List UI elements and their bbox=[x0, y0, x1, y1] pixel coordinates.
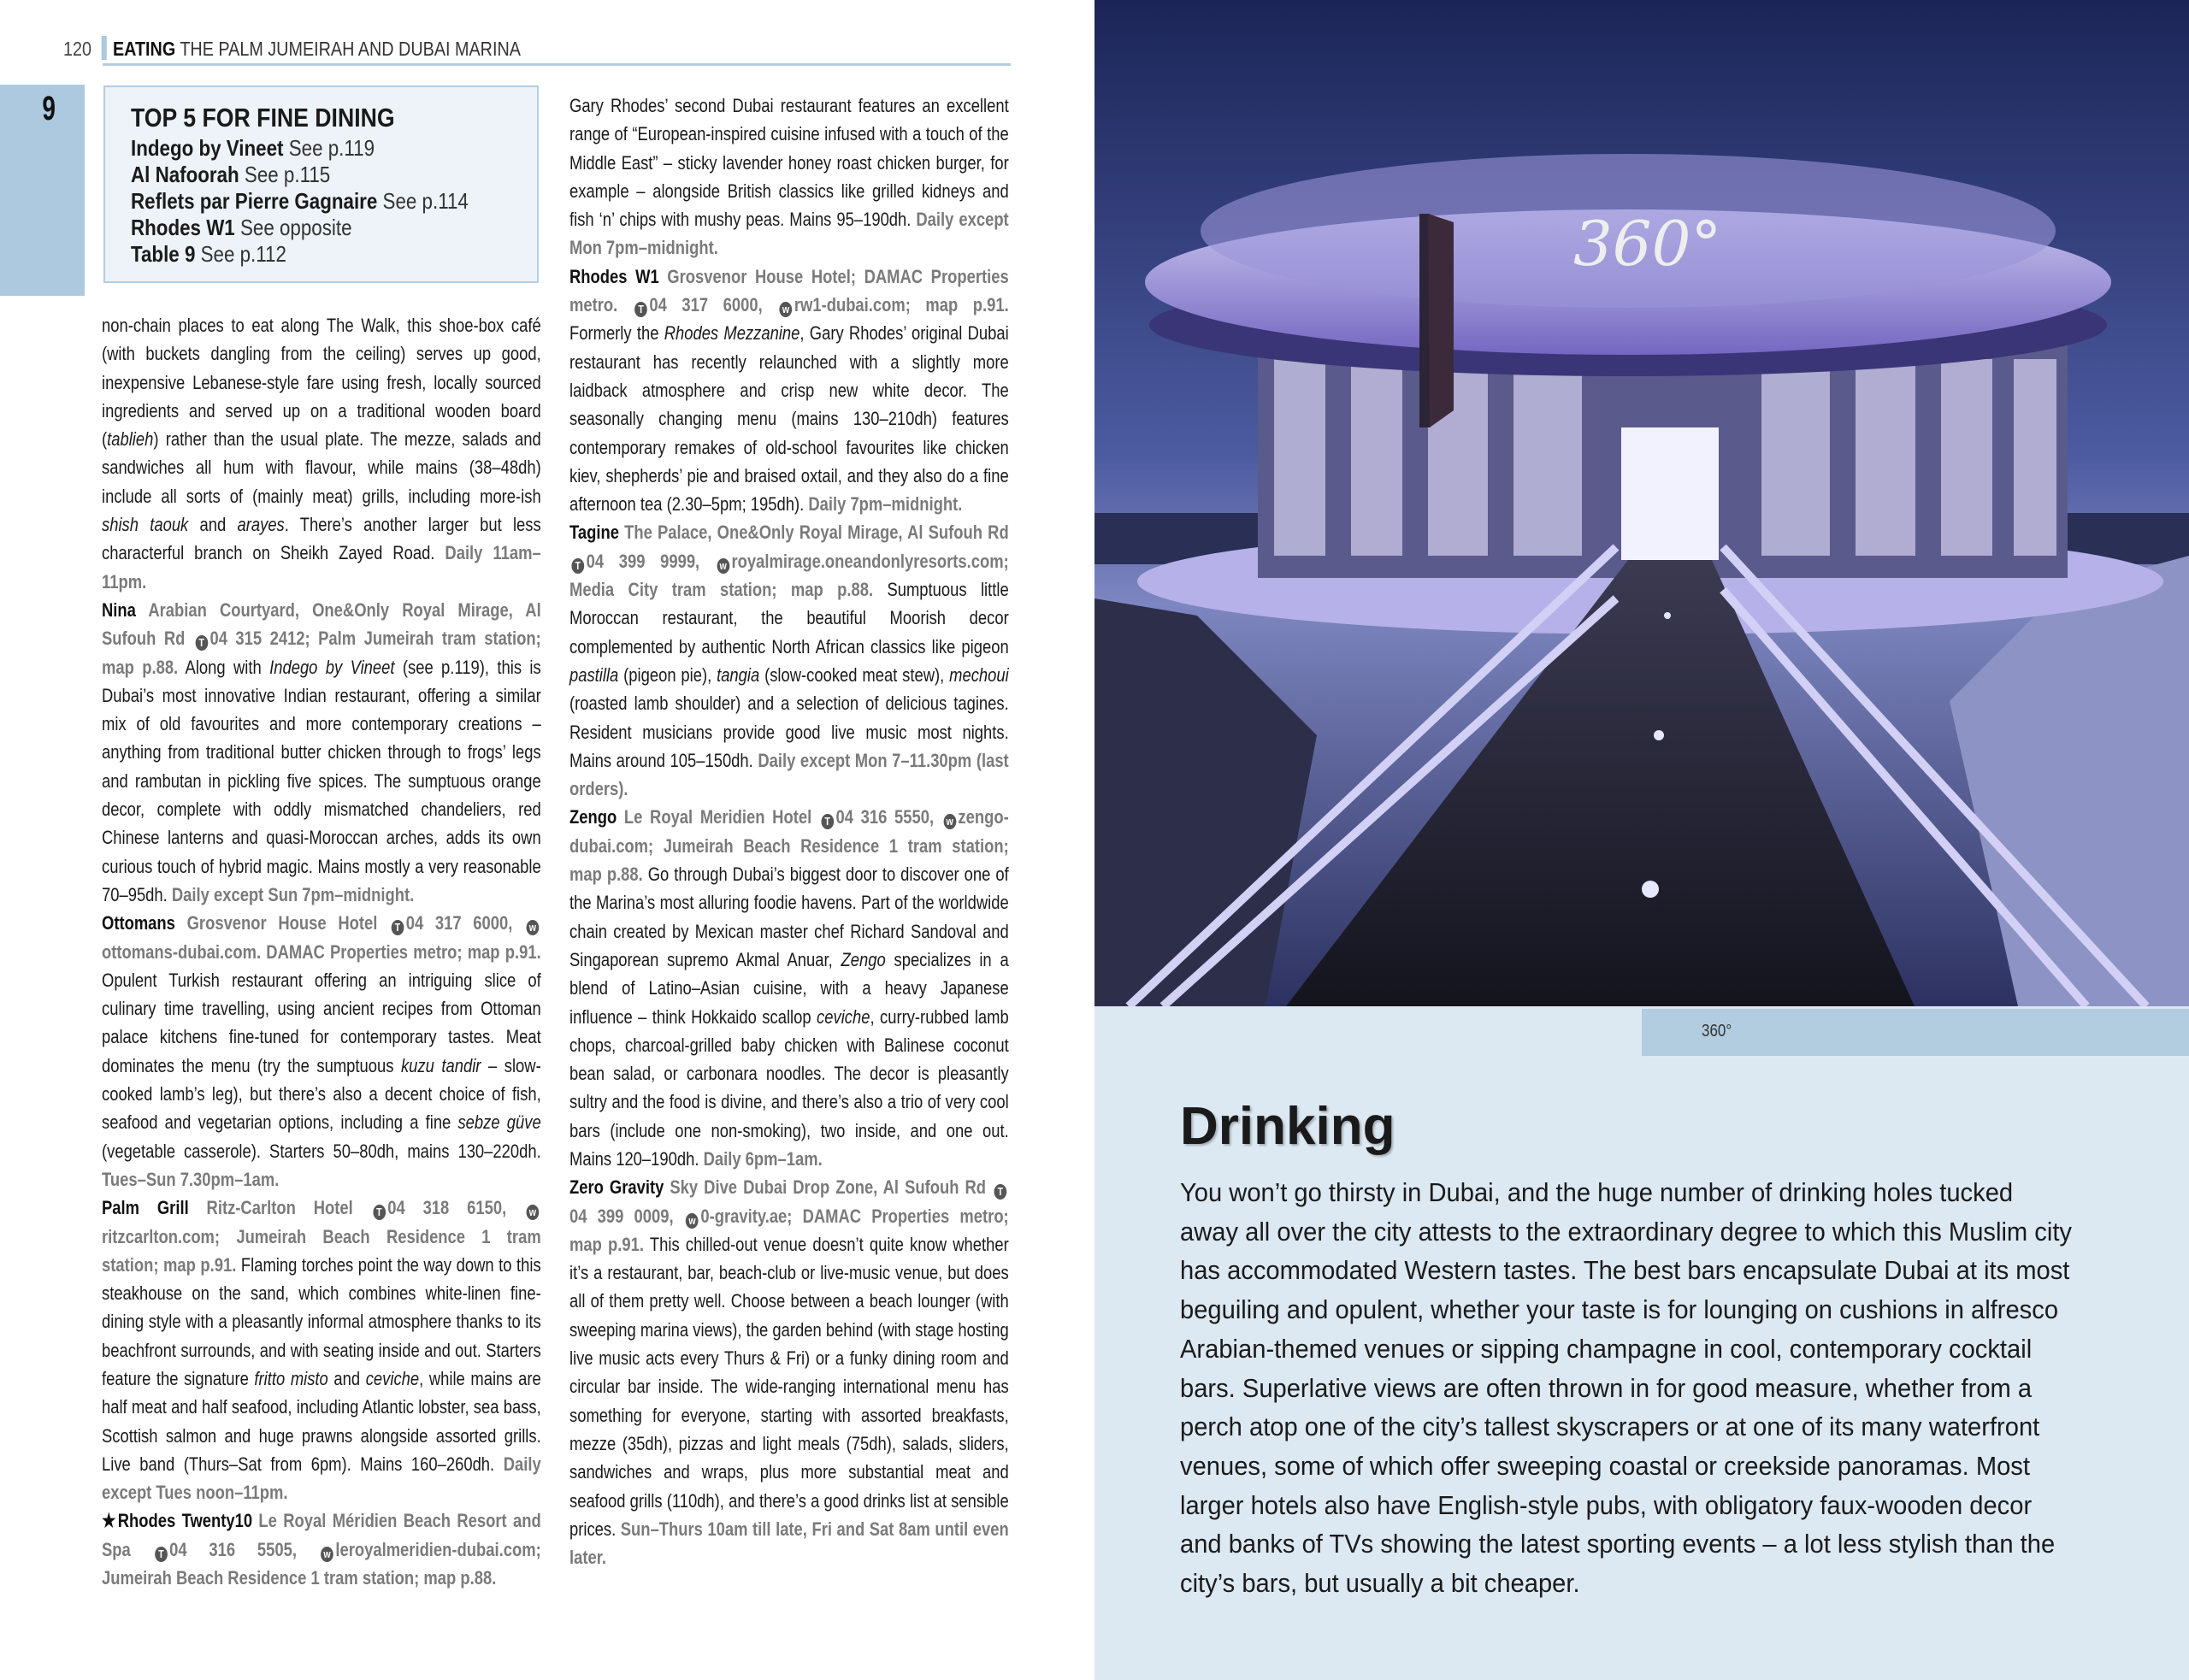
drinking-intro: You won’t go thirsty in Dubai, and the huge number of drinking holes tucked away all over the city attests to the extraordinary degree to which this Muslim city has accommodated Western tastes. The best bars encapsulate Dubai at its most beguiling and opulent, whether your taste is for lounging on cushions in alfresco Arabian-themed venues or sipping champagne in cool, contemporary cocktail bars. Superlative views are often thrown in for good measure, whether from a perch atop one of the city’s tallest skyscrapers or at one of its many waterfront venues, some of which offer sweeping coastal or creekside panoramas. Most larger hotels also have English-style pubs, with obligatory faux-wooden decor and banks of TVs showing the latest sporting events – a lot less stylish than the city’s bars, but usually a bit cheaper. bbox=[1180, 1177, 2073, 1599]
listing-paragraph bbox=[102, 909, 541, 1194]
chapter-number: 9 bbox=[42, 90, 56, 127]
body-text: (see p.119), this is Dubai’s most innovative Indian restaurant, offering a similar mix of old favourites and more contemporary creations – anything from traditional butter chicken through to frogs’ legs and rambutan in pickling five spices. The sumptuous orange decor, complete with oddly mismatched chandeliers, red Chinese lanterns and quasi-Moroccan arches, adds its own curious touch of hybrid magic. Mains mostly a very reasonable 70–95dh. bbox=[102, 656, 541, 905]
italic-term: ceviche bbox=[365, 1367, 420, 1389]
venue-info: 04 399 0009, bbox=[569, 1205, 684, 1227]
top5-item-ref: See p.115 bbox=[244, 162, 331, 187]
top5-item-name: Al Nafoorah bbox=[131, 162, 239, 187]
body-text: (slow-cooked meat stew), bbox=[759, 663, 950, 686]
italic-term: Indego by Vineet bbox=[269, 656, 395, 678]
section-subtitle: THE PALM JUMEIRAH AND DUBAI MARINA bbox=[180, 38, 521, 60]
page-number: 120 bbox=[63, 38, 92, 60]
body-text: (pigeon pie), bbox=[618, 663, 717, 686]
venue-info: 04 318 6150, bbox=[387, 1197, 525, 1219]
italic-term: Zengo bbox=[841, 948, 886, 970]
website-icon bbox=[321, 1547, 333, 1562]
venue-info: Sky Dive Dubai Drop Zone, Al Sufouh Rd bbox=[664, 1176, 993, 1199]
phone-icon bbox=[373, 1205, 386, 1220]
text-column-2 bbox=[569, 91, 1009, 1571]
venue-sign: 360° bbox=[1573, 208, 1722, 280]
body-text: and bbox=[188, 514, 238, 536]
italic-term: ceviche bbox=[817, 1005, 870, 1028]
venue-name: Zero Gravity bbox=[569, 1176, 664, 1199]
venue-name: Palm Grill bbox=[102, 1197, 189, 1219]
italic-term: kuzu tandir bbox=[400, 1054, 481, 1076]
venue-info: rw1-dubai.com; map p.91. bbox=[794, 294, 1009, 316]
top5-item-ref: See p.119 bbox=[288, 135, 375, 161]
venue-info: Daily 6pm–1am. bbox=[703, 1147, 823, 1170]
listing-paragraph bbox=[569, 1173, 1009, 1571]
phone-icon bbox=[155, 1547, 168, 1562]
section-label: EATING bbox=[112, 38, 176, 60]
top5-item bbox=[131, 135, 469, 162]
flag bbox=[1428, 214, 1454, 427]
top5-item-name: Rhodes W1 bbox=[131, 215, 235, 240]
italic-term: mechoui bbox=[949, 663, 1009, 686]
venue-info: Grosvenor House Hotel; DAMAC Properties metro. bbox=[569, 265, 1009, 316]
listing-paragraph bbox=[569, 518, 1009, 803]
phone-icon bbox=[634, 302, 647, 317]
listing-paragraph bbox=[102, 596, 541, 909]
venue-info: 0-gravity.ae; DAMAC Properties metro; map p.91. bbox=[569, 1205, 1009, 1255]
website-icon bbox=[717, 558, 729, 574]
body-text: Sumptuous little Moroccan restaurant, the beautiful Moorish decor complemented by authentic North African classics like pigeon bbox=[569, 579, 1009, 657]
top5-item-ref: See p.112 bbox=[200, 241, 286, 267]
body-text: ) rather than the usual plate. The mezze, salads and sandwiches all hum with flavour, while mains (38–48dh) include all sorts of (mainly meat) grills, including more-ish bbox=[102, 428, 541, 507]
venue-info: The Palace, One&Only Royal Mirage, Al Sufouh Rd bbox=[618, 522, 1009, 544]
venue-name: ★Rhodes Twenty10 bbox=[102, 1510, 253, 1532]
body-text: – slow-cooked lamb’s leg), but there’s also a decent choice of fish, seafood and vegetarian options, including a fine bbox=[102, 1054, 541, 1134]
venue-info: 04 315 2412; Palm Jumeirah tram station; map p.88. bbox=[102, 628, 541, 678]
website-icon bbox=[943, 814, 956, 829]
body-text: specializes in a blend of Latino–Asian cuisine, with a heavy Japanese influence – think Hokkaido scallop bbox=[569, 948, 1009, 1028]
venue-info: ritzcarlton.com; Jumeirah Beach Residence 1 tram station; map p.91. bbox=[102, 1225, 541, 1276]
text-column-1 bbox=[102, 311, 541, 1592]
venue-name: Zengo bbox=[569, 806, 617, 828]
venue-info: Daily 7pm–midnight. bbox=[808, 493, 963, 516]
listing-paragraph bbox=[102, 1506, 541, 1592]
running-head bbox=[63, 36, 521, 61]
venue-info: Daily except Tues noon–11pm. bbox=[102, 1453, 541, 1504]
left-page bbox=[0, 0, 1094, 1680]
listing-paragraph bbox=[569, 262, 1009, 519]
body-text: , curry-rubbed lamb chops, charcoal-grilled baby chicken with Balinese coconut bean salad, or carbonara noodles. The decor is pleasantly sultry and the food is divine, and there’s also a trio of very cool bars (include one non-smoking), two inside, and one out. Mains 120–190dh. bbox=[569, 1005, 1009, 1170]
venue-info: zengo-dubai.com; Jumeirah Beach Residence 1 tram station; map p.88. bbox=[569, 806, 1009, 886]
drinking-heading: Drinking bbox=[1180, 1097, 1395, 1156]
lit-door bbox=[1621, 427, 1719, 560]
venue-info: Le Royal Méridien Beach Resort and Spa bbox=[102, 1510, 541, 1560]
venue-info: leroyalmeridien-dubai.com; Jumeirah Beach Residence 1 tram station; map p.88. bbox=[102, 1538, 541, 1589]
body-text: This chilled-out venue doesn’t quite know whether it’s a restaurant, bar, beach-club or live-music venue, but does all of them pretty well. Choose between a beach lounger (with sweeping marina views), the garden behind (with stage hosting live music acts every Thurs & Fri) or a funky dining room and circular bar inside. The wide-ranging international menu has something for everyone, starting with assorted breakfasts, mezze (35dh), pizzas and light meals (75dh), salads, sliders, sandwiches and wraps, plus more substantial meat and seafood grills (110dh), and there’s a good drinks list at sensible prices. bbox=[569, 1233, 1009, 1540]
listing-paragraph bbox=[102, 1194, 541, 1506]
listing-paragraph bbox=[102, 311, 541, 596]
italic-term: tablieh bbox=[107, 428, 154, 451]
website-icon bbox=[527, 1205, 540, 1220]
venue-info: Grosvenor House Hotel bbox=[174, 912, 390, 934]
body-text: and bbox=[327, 1367, 366, 1389]
phone-icon bbox=[571, 558, 584, 574]
body-text: (roasted lamb shoulder) and a selection of delicious tagines. Resident musicians provide good live music most nights. Mains around 105–150dh. bbox=[569, 693, 1009, 771]
venue-info: 04 317 6000, bbox=[405, 912, 525, 934]
body-text: (vegetable casserole). Starters 50–80dh, mains 130–220dh. bbox=[102, 1140, 541, 1162]
body-text: Opulent Turkish restaurant offering an intriguing slice of culinary time travelling, using ancient recipes from Ottoman palace kitchens fine-tuned for contemporary tastes. Meat dominates the menu (try the sumptuous bbox=[102, 969, 541, 1076]
body-text: , Gary Rhodes’ original Dubai restaurant has recently relaunched with a slightly more laidback atmosphere and crisp new white decor. The seasonally changing menu (mains 130–210dh) features contemporary remakes of old-school favourites like chicken kiev, shepherds’ pie and braised oxtail, and they also do a fine afternoon tea (2.30–5pm; 195dh). bbox=[569, 322, 1009, 516]
phone-icon bbox=[994, 1184, 1007, 1200]
website-icon bbox=[780, 302, 793, 317]
venue-info: 04 316 5550, bbox=[835, 806, 941, 828]
listing-paragraph bbox=[569, 803, 1009, 1173]
venue-info: Daily except Sun 7pm–midnight. bbox=[171, 883, 415, 905]
top5-item-name: Reflets par Pierre Gagnaire bbox=[131, 188, 378, 214]
italic-term: arayes bbox=[237, 514, 285, 536]
photo-caption: 360° bbox=[1702, 1022, 1732, 1040]
listing-paragraph bbox=[569, 91, 1009, 262]
italic-term: Rhodes Mezzanine bbox=[664, 322, 800, 345]
top5-item-name: Indego by Vineet bbox=[131, 135, 284, 161]
top5-item bbox=[131, 188, 469, 215]
venue-name: Rhodes W1 bbox=[569, 265, 659, 287]
top5-item-ref: See p.114 bbox=[382, 188, 469, 214]
website-icon bbox=[686, 1213, 699, 1229]
website-icon bbox=[527, 920, 540, 935]
italic-term: pastilla bbox=[569, 663, 619, 686]
body-text: Go through Dubai’s biggest door to discover one of the Marina’s most alluring foodie havens. Part of the worldwide chain created by Mexican master chef Richard Sandoval and Singaporean supremo Akmal Anuar, bbox=[569, 864, 1009, 970]
venue-name: Tagine bbox=[569, 522, 619, 544]
italic-term: shish taouk bbox=[102, 514, 189, 536]
venue-name: Ottomans bbox=[102, 912, 175, 934]
venue-info: Sun–Thurs 10am till late, Fri and Sat 8am until even later. bbox=[569, 1518, 1009, 1569]
top5-item bbox=[131, 241, 469, 268]
body-text: Along with bbox=[178, 656, 270, 678]
header-bar bbox=[102, 36, 107, 60]
chapter-tab bbox=[0, 85, 85, 296]
venue-name: Nina bbox=[102, 598, 136, 621]
body-text: non-chain places to eat along The Walk, this shoe-box café (with buckets dangling from the ceiling) serves up good, inexpensive Lebanese-style fare using fresh, locally sourced ingredients and served up on a traditional wooden board ( bbox=[102, 315, 541, 451]
venue-info: Le Royal Meridien Hotel bbox=[617, 806, 819, 828]
phone-icon bbox=[821, 814, 834, 829]
venue-info: 04 317 6000, bbox=[649, 294, 778, 316]
body-text: . There’s another larger but less characterful branch on Sheikh Zayed Road. bbox=[102, 514, 541, 564]
venue-info: Ritz-Carlton Hotel bbox=[188, 1197, 371, 1219]
body-text: Formerly the bbox=[569, 322, 664, 345]
top5-item bbox=[131, 162, 469, 188]
venue-info: Daily except Mon 7–11.30pm (last orders). bbox=[569, 749, 1009, 800]
italic-term: tangia bbox=[717, 663, 760, 686]
venue-info: Tues–Sun 7.30pm–1am. bbox=[102, 1168, 280, 1190]
top5-item-ref: See opposite bbox=[239, 215, 352, 240]
italic-term: fritto misto bbox=[254, 1367, 328, 1389]
phone-icon bbox=[195, 635, 208, 651]
venue-info: 04 316 5505, bbox=[169, 1538, 319, 1560]
italic-term: sebze güve bbox=[457, 1111, 541, 1134]
top5-item-name: Table 9 bbox=[131, 241, 196, 267]
venue-info: Daily except Mon 7pm–midnight. bbox=[569, 209, 1009, 259]
venue-info: ottomans-dubai.com. DAMAC Properties metro; map p.91. bbox=[102, 940, 541, 963]
venue-info: royalmirage.oneandonlyresorts.com; Media City tram station; map p.88. bbox=[569, 550, 1009, 601]
body-text: Gary Rhodes’ second Dubai restaurant features an excellent range of “European-inspired cuisine infused with a touch of the Middle East” – sticky lavender honey roast chicken burger, for example – alongside British classics like grilled kidneys and fish ‘n’ chips with mushy peas. Mains 95–190dh. bbox=[569, 95, 1009, 231]
top5-item bbox=[131, 215, 469, 241]
venue-info: Arabian Courtyard, One&Only Royal Mirage, Al Sufouh Rd bbox=[102, 598, 541, 650]
phone-icon bbox=[392, 920, 404, 935]
body-text: Flaming torches point the way down to this steakhouse on the sand, which combines white-linen fine-dining style with a pleasantly informal atmosphere thanks to its beachfront surrounds, and with seating inside and out. Starters feature the signature bbox=[102, 1253, 541, 1389]
body-text: , while mains are half meat and half seafood, including Atlantic lobster, sea bass, Scottish salmon and huge prawns alongside assorted grills. Live band (Thurs–Sat from 6pm). Mains 160–260dh. bbox=[102, 1367, 541, 1475]
top5-title: TOP 5 FOR FINE DINING bbox=[131, 103, 395, 133]
top5-box bbox=[103, 85, 539, 283]
venue-info: 04 399 9999, bbox=[586, 550, 715, 572]
header-rule bbox=[103, 63, 1011, 66]
venue-photo bbox=[1094, 0, 2189, 1006]
venue-info: Daily 11am–11pm. bbox=[102, 542, 541, 592]
